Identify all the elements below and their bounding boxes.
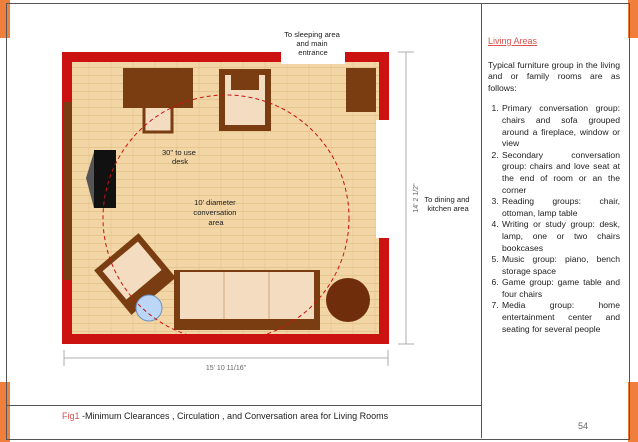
list-item: 4. Writing or study group: desk, lamp, one or two chairs bookcases [501, 219, 620, 254]
dimension-line-width [64, 350, 388, 366]
list-item: 6. Game group: game table and four chairs [501, 277, 620, 300]
desk-icon [94, 150, 116, 208]
side-table-icon [136, 295, 162, 321]
label-sleeping-area: To sleeping area and main entrance [284, 30, 340, 57]
figure-caption [62, 411, 388, 421]
sidebar-intro: Typical furniture group in the living and or family rooms are as follows: [488, 59, 620, 93]
bookcase-icon [64, 102, 72, 280]
cabinet-icon [123, 68, 193, 108]
list-item: 3. Reading groups: chair, ottoman, lamp table [501, 196, 620, 219]
figure-number: Fig1 [62, 411, 80, 421]
list-item: 1. Primary conversation group: chairs and sofa grouped around a fireplace, window or view [501, 103, 620, 149]
label-conversation-area: 10' diameter conversation area [193, 198, 237, 227]
page-number: 54 [578, 421, 589, 431]
living-room-floor-plan [56, 28, 470, 378]
list-item: 5. Music group: piano, bench storage space [501, 254, 620, 277]
column-divider [481, 3, 482, 438]
list-item: 7. Media group: home entertainment center and seating for several people [501, 300, 620, 335]
figure-caption-text: -Minimum Clearances , Circulation , and Conversation area for Living Rooms [79, 411, 389, 421]
caption-divider [6, 405, 482, 406]
sidebar-text [488, 36, 620, 335]
dimension-line-height [398, 52, 414, 344]
list-item: 2. Secondary conversation group: chairs and love seat at the end of room or an the corner [501, 150, 620, 196]
label-desk-clearance: 30" to use desk [161, 148, 196, 166]
end-table-icon [326, 278, 370, 322]
label-dimension-width: 15' 10 11/16" [205, 365, 247, 372]
furniture-group-list [488, 103, 620, 335]
sidebar-title: Living Areas [488, 36, 538, 46]
armchair-back [231, 74, 259, 90]
sofa-cushions [180, 272, 314, 319]
dining-opening [376, 120, 392, 238]
label-dimension-height: 14' 2 1/2" [413, 183, 420, 213]
corner-cabinet-icon [346, 68, 376, 112]
label-dining-area: To dining and kitchen area [424, 195, 470, 213]
